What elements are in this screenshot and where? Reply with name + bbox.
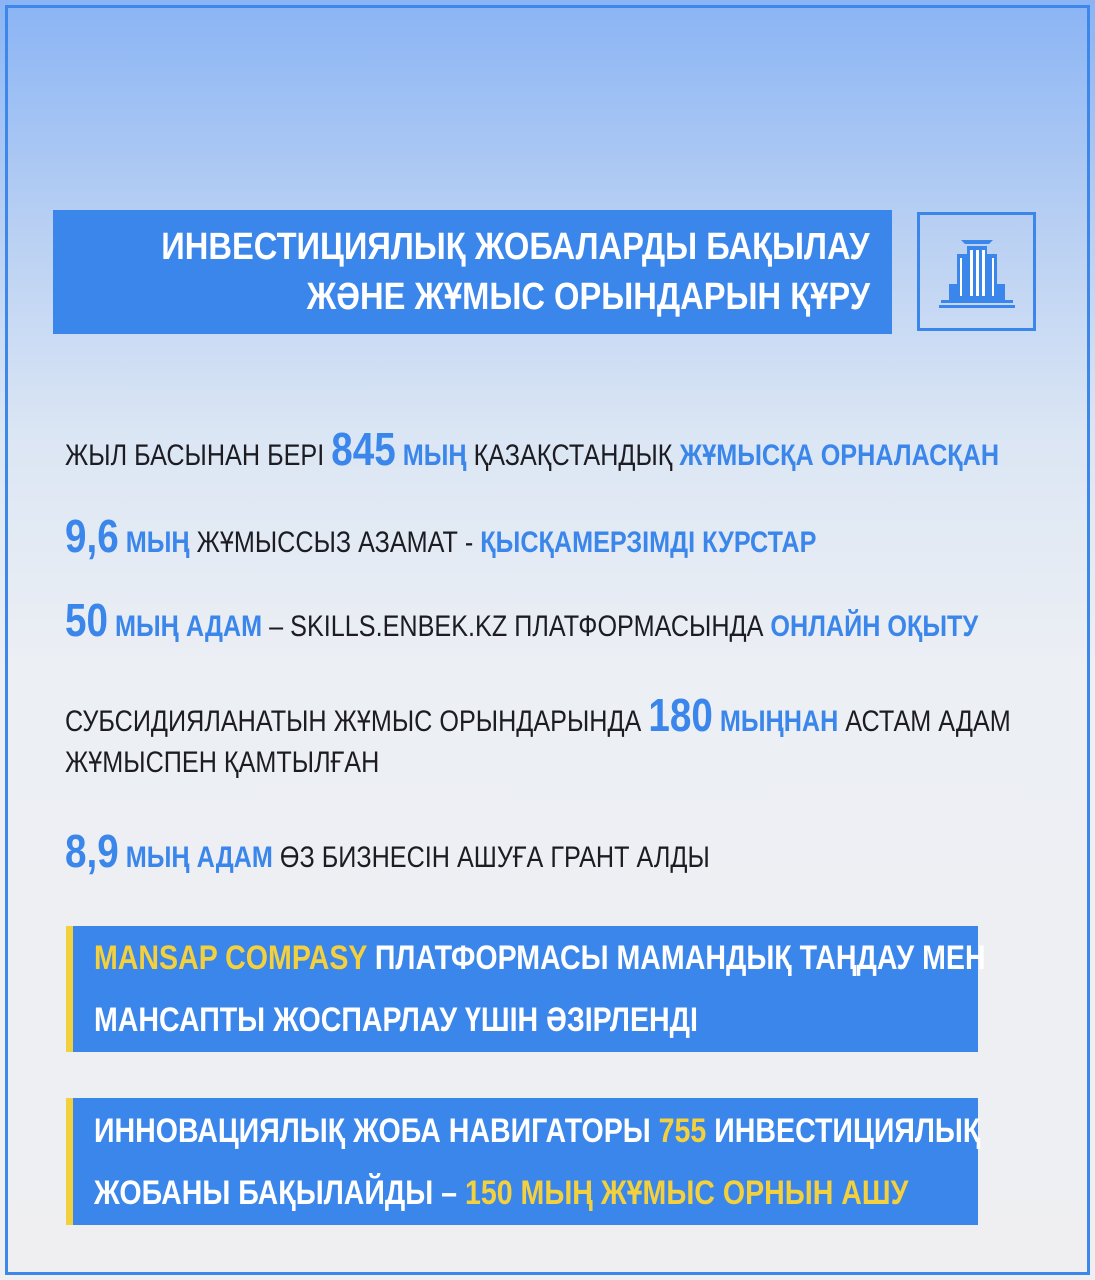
stat-row-1 <box>65 423 1000 476</box>
stat-1-number: 845 <box>331 423 396 475</box>
stat-1-text: ЖЫЛ БАСЫНАН БЕРІ <box>65 439 332 472</box>
stat-5-text: ӨЗ БИЗНЕСІН АШУҒА ГРАНТ АЛДЫ <box>272 841 710 874</box>
stat-5-unit: МЫҢ АДАМ <box>118 841 273 874</box>
stat-4-number: 180 <box>648 689 713 741</box>
stat-row-4 <box>65 689 1011 742</box>
title-line-1: ИНВЕСТИЦИЯЛЫҚ ЖОБАЛАРДЫ БАҚЫЛАУ <box>161 226 870 268</box>
stat-row-2 <box>65 510 817 563</box>
highlight-box-navigator <box>66 1098 981 1225</box>
highlight-2-text: ИННОВАЦИЯЛЫҚ ЖОБА НАВИГАТОРЫ <box>94 1111 659 1150</box>
highlight-1-line-1 <box>94 927 986 989</box>
highlight-1-rest: ПЛАТФОРМАСЫ МАМАНДЫҚ ТАҢДАУ МЕН <box>366 939 986 977</box>
stat-2-text: ЖҰМЫССЫЗ АЗАМАТ - <box>196 526 481 559</box>
highlight-2-text-3: ЖОБАНЫ БАҚЫЛАЙДЫ – <box>94 1173 465 1212</box>
highlight-1-brand: MANSAP COMPASY <box>94 939 367 977</box>
title-banner <box>53 210 892 334</box>
stat-5-number: 8,9 <box>65 825 119 877</box>
stat-4-text: СУБСИДИЯЛАНАТЫН ЖҰМЫС ОРЫНДАРЫНДА <box>65 705 649 738</box>
highlight-2-number: 755 <box>658 1111 707 1150</box>
highlight-2-jobs: 150 МЫҢ ЖҰМЫС ОРНЫН АШУ <box>464 1173 909 1212</box>
stat-2-number: 9,6 <box>65 510 119 562</box>
stat-3-unit: МЫҢ АДАМ <box>107 610 263 643</box>
highlight-2-text-2: ИНВЕСТИЦИЯЛЫҚ <box>706 1111 981 1150</box>
stat-3-highlight: ОНЛАЙН ОҚЫТУ <box>770 610 979 643</box>
highlight-2-line-1 <box>94 1100 981 1162</box>
logo-box <box>917 212 1036 331</box>
highlight-box-mansap <box>66 926 986 1052</box>
title-line-2: ЖӘНЕ ЖҰМЫС ОРЫНДАРЫН ҚҰРУ <box>306 276 870 318</box>
highlight-2-line-2 <box>94 1162 909 1224</box>
stat-1-text-2: ҚАЗАҚСТАНДЫҚ <box>473 439 680 472</box>
stat-row-5 <box>65 825 710 878</box>
stat-2-highlight: ҚЫСҚАМЕРЗІМДІ КУРСТАР <box>480 526 817 559</box>
stat-1-highlight: ЖҰМЫСҚА ОРНАЛАСҚАН <box>679 439 1000 472</box>
stat-1-unit: МЫҢ <box>395 439 474 472</box>
stat-4-text-3: ЖҰМЫСПЕН ҚАМТЫЛҒАН <box>65 746 380 779</box>
stat-row-4-line-2 <box>65 743 379 783</box>
stat-3-number: 50 <box>65 594 108 646</box>
government-building-icon <box>931 226 1023 318</box>
stat-3-text: – SKILLS.ENBEK.KZ ПЛАТФОРМАСЫНДА <box>262 610 771 643</box>
highlight-1-line-2: МАНСАПТЫ ЖОСПАРЛАУ ҮШІН ӘЗІРЛЕНДІ <box>94 1001 698 1039</box>
stat-4-unit: МЫҢНАН <box>712 705 846 738</box>
stat-4-text-2: АСТАМ АДАМ <box>845 705 1011 738</box>
stat-row-3 <box>65 594 979 647</box>
stat-2-unit: МЫҢ <box>118 526 197 559</box>
